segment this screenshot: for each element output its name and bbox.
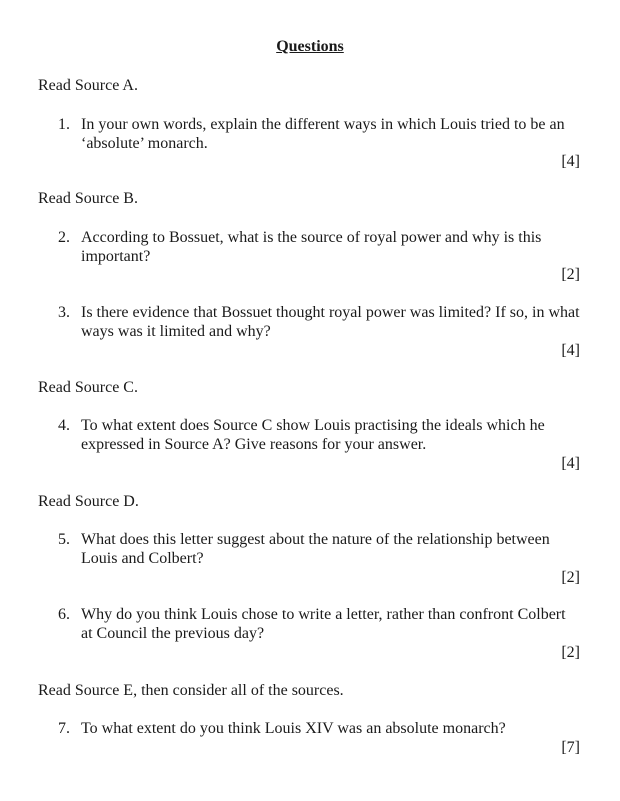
question-3: [58, 303, 580, 341]
question-4-marks: [4]: [561, 455, 580, 472]
question-number: 4.: [58, 417, 70, 434]
question-1-marks: [4]: [561, 153, 580, 170]
question-text: According to Bossuet, what is the source of royal power and why is this important?: [81, 229, 542, 265]
instruction-source-c: Read Source C.: [38, 379, 138, 396]
question-text: Why do you think Louis chose to write a letter, rather than confront Colbert at Council the previous day?: [81, 606, 566, 642]
instruction-source-d: Read Source D.: [38, 493, 139, 510]
question-4: [58, 416, 580, 454]
question-6: [58, 605, 580, 643]
question-5-marks: [2]: [561, 569, 580, 586]
question-1: [58, 115, 580, 153]
question-7-marks: [7]: [561, 739, 580, 756]
question-text: In your own words, explain the different ways in which Louis tried to be an ‘absolute’ monarch.: [81, 116, 565, 152]
question-3-marks: [4]: [561, 342, 580, 359]
question-2-marks: [2]: [561, 266, 580, 283]
question-text: Is there evidence that Bossuet thought royal power was limited? If so, in what ways was it limited and why?: [81, 304, 580, 340]
question-number: 6.: [58, 606, 70, 623]
page-title: Questions: [276, 38, 344, 55]
question-text: What does this letter suggest about the nature of the relationship between Louis and Colbert?: [81, 531, 550, 567]
question-5: [58, 530, 580, 568]
question-number: 7.: [58, 720, 70, 737]
question-text: To what extent does Source C show Louis practising the ideals which he expressed in Source A? Give reasons for your answer.: [81, 417, 545, 453]
question-number: 2.: [58, 229, 70, 246]
question-text: To what extent do you think Louis XIV was an absolute monarch?: [81, 720, 506, 737]
instruction-source-a: Read Source A.: [38, 77, 138, 94]
question-number: 3.: [58, 304, 70, 321]
question-number: 5.: [58, 531, 70, 548]
question-number: 1.: [58, 116, 70, 133]
question-2: [58, 228, 580, 266]
question-6-marks: [2]: [561, 644, 580, 661]
instruction-source-b: Read Source B.: [38, 190, 138, 207]
instruction-source-e: Read Source E, then consider all of the sources.: [38, 682, 344, 699]
question-7: [58, 719, 580, 738]
